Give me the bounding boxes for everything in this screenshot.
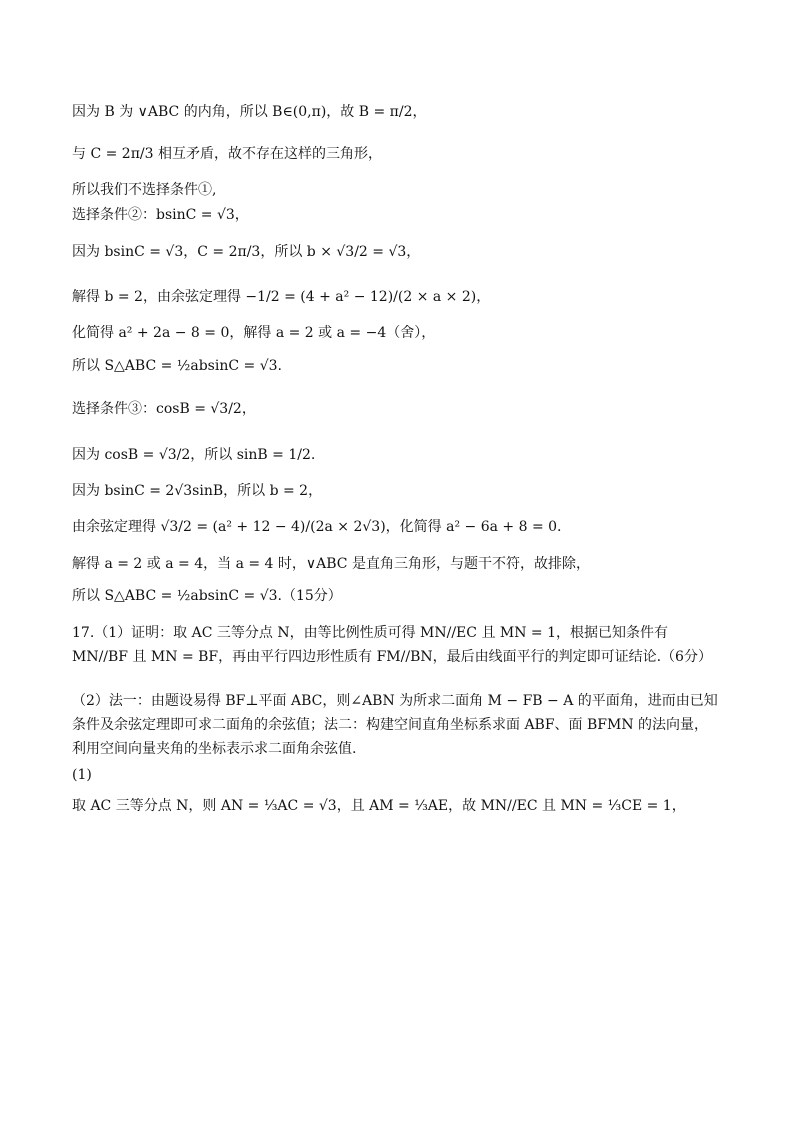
text-line-2: 与 C = 2π/3 相互矛盾，故不存在这样的三角形，	[72, 146, 382, 162]
text-line-16: （2）法一：由题设易得 BF⊥平面 ABC，则∠ABN 为所求二面角 M − FB − A 的平面角，进而由已知条件及余弦定理即可求二面角的余弦值；法二：构建空间直角坐标系求面 ABF、面 BFMN 的法向量，利用空间向量夹角的坐标表示求二面角余弦值.	[72, 693, 718, 757]
text-line-4: 选择条件②：bsinC = √3，	[72, 207, 249, 223]
text-line-5: 因为 bsinC = √3，C = 2π/3，所以 b × √3/2 = √3，	[72, 244, 421, 260]
text-line-3: 所以我们不选择条件①,	[72, 182, 217, 198]
text-line-14: 所以 S△ABC = ½absinC = √3.（15分）	[72, 588, 342, 604]
text-line-17: (1)	[72, 767, 92, 783]
text-line-12: 由余弦定理得 √3/2 = (a² + 12 − 4)/(2a × 2√3)，化简得 a² − 6a + 8 = 0.	[72, 519, 562, 535]
text-line-1: 因为 B 为 ∨ABC 的内角，所以 B∈(0,π)，故 B = π/2，	[72, 104, 427, 120]
text-line-13: 解得 a = 2 或 a = 4，当 a = 4 时，∨ABC 是直角三角形，与题干不符，故排除，	[72, 556, 590, 572]
text-line-8: 所以 S△ABC = ½absinC = √3.	[72, 358, 282, 374]
text-line-18: 取 AC 三等分点 N，则 AN = ⅓AC = √3，且 AM = ⅓AE，故 MN//EC 且 MN = ⅓CE = 1，	[72, 798, 686, 814]
text-line-11: 因为 bsinC = 2√3sinB，所以 b = 2，	[72, 483, 323, 499]
text-line-9: 选择条件③：cosB = √3/2，	[72, 401, 256, 417]
text-line-15: 17.（1）证明：取 AC 三等分点 N，由等比例性质可得 MN//EC 且 MN = 1，根据已知条件有 MN//BF 且 MN = BF，再由平行四边形性质有 FM//BN，最后由线面平行的判定即可证结论.（6分）	[72, 625, 712, 665]
text-line-7: 化简得 a² + 2a − 8 = 0，解得 a = 2 或 a = −4（舍），	[72, 325, 436, 341]
text-line-6: 解得 b = 2，由余弦定理得 −1/2 = (4 + a² − 12)/(2 × a × 2)，	[72, 289, 491, 305]
text-line-10: 因为 cosB = √3/2，所以 sinB = 1/2.	[72, 447, 316, 463]
